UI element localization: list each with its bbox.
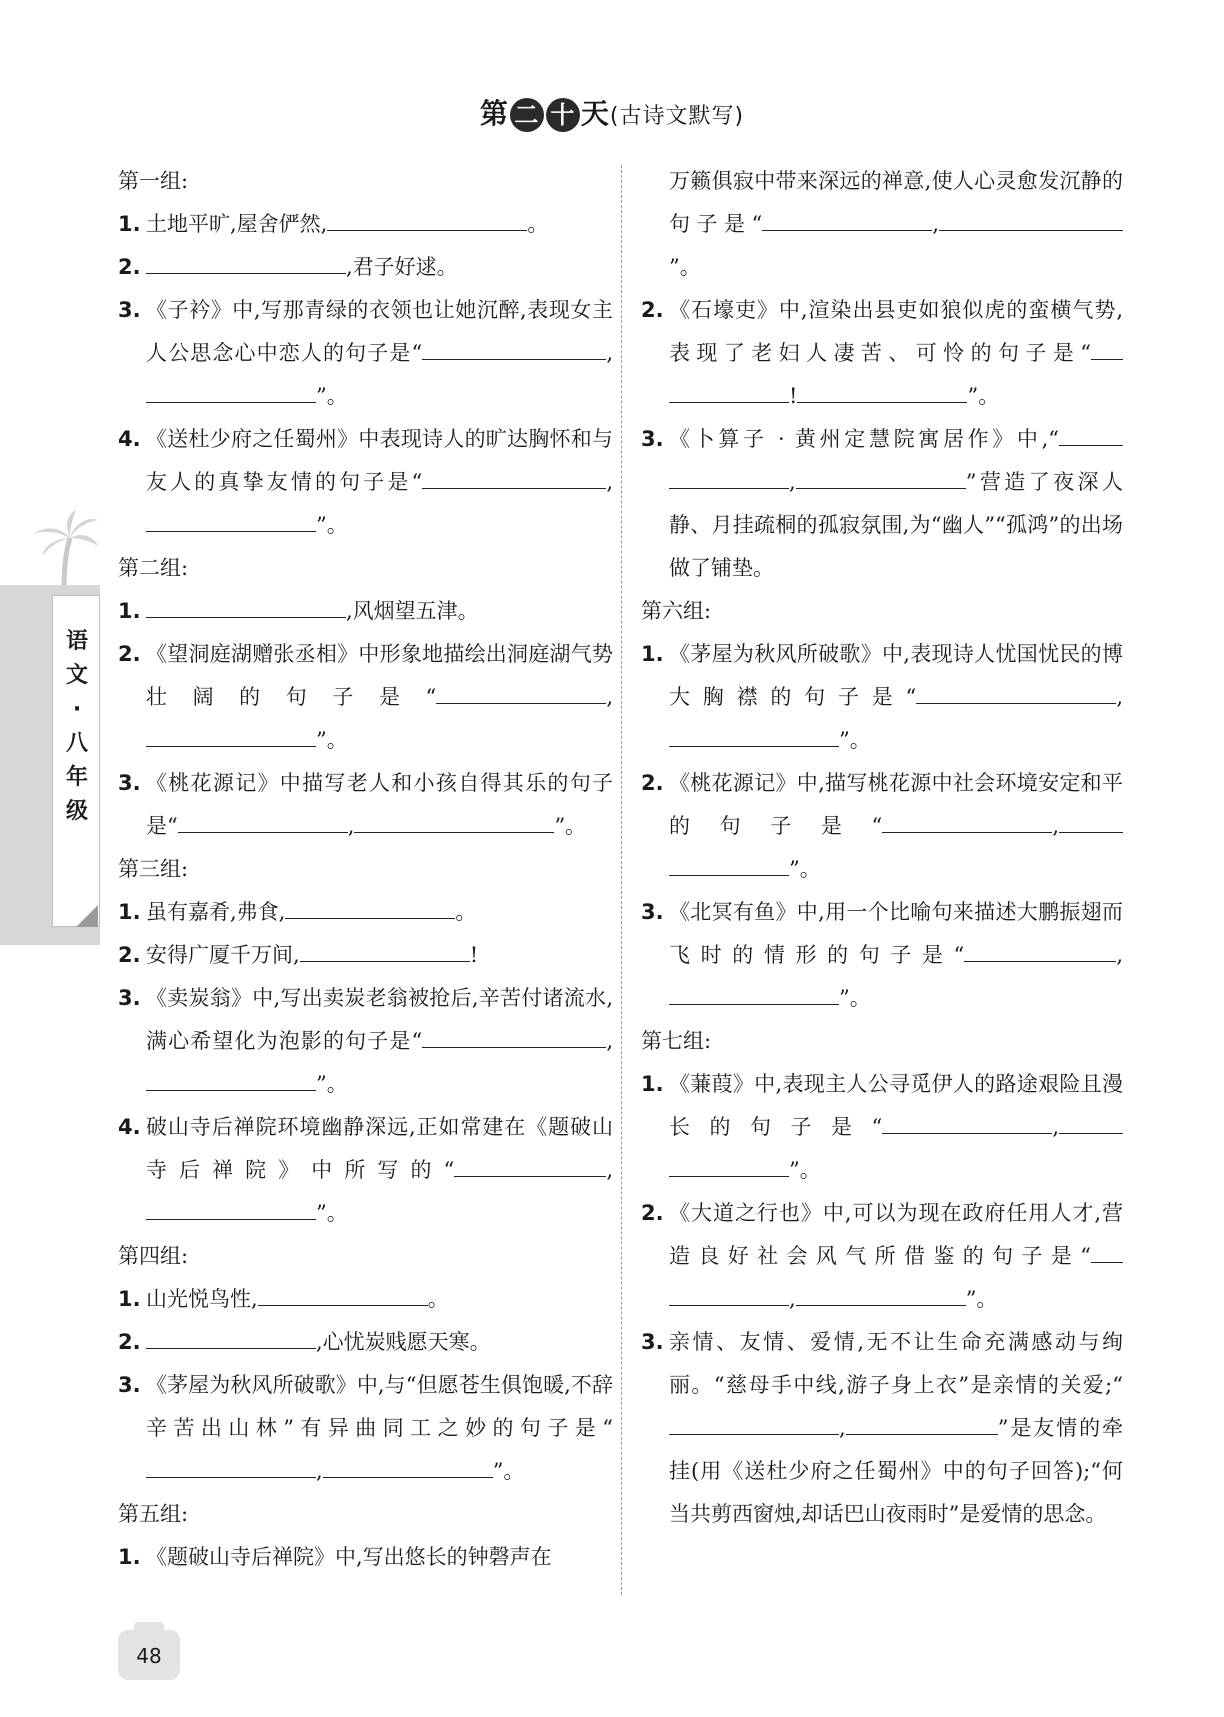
answer-blank[interactable]	[669, 1283, 789, 1306]
question-number: 4.	[118, 1115, 141, 1139]
answer-blank[interactable]	[178, 810, 348, 833]
group-heading: 第一组:	[118, 169, 189, 193]
column-divider	[621, 165, 622, 1595]
group-5-continued	[641, 160, 1123, 590]
question	[641, 891, 1123, 1020]
question-number: 3.	[118, 298, 141, 322]
question-text: ,	[316, 1459, 323, 1483]
question-text: 《桃花源记》中描写老人和小孩自得其乐的句子是“	[146, 771, 613, 838]
question-text: 《茅屋为秋风所破歌》中,表现诗人忧国忧民的博大胸襟的句子是“	[669, 642, 1123, 709]
question-number: 3.	[641, 427, 664, 451]
question-text: ”。	[492, 1459, 525, 1483]
question-number: 3.	[641, 900, 664, 924]
question-text: 。	[427, 1287, 449, 1311]
question-text: ,	[839, 1416, 846, 1440]
group-heading: 第四组:	[118, 1244, 189, 1268]
group-heading: 第五组:	[118, 1502, 189, 1526]
answer-blank[interactable]	[285, 896, 455, 919]
question	[641, 1063, 1123, 1192]
question	[118, 1364, 613, 1493]
question-text: ”是友情的牵挂(用《送杜少府之任蜀州》中的句子回答);“何当共剪西窗烛,却话巴山夜雨时”是爱情的思念。	[669, 1416, 1123, 1526]
question-number: 1.	[118, 212, 141, 236]
question-number: 1.	[118, 1287, 141, 1311]
question-text: ,	[606, 1158, 613, 1182]
question-text: 《望洞庭湖赠张丞相》中形象地描绘出洞庭湖气势壮阔的句子是“	[146, 642, 613, 709]
question-continued	[641, 160, 1123, 289]
question	[118, 934, 613, 977]
question	[641, 1321, 1123, 1536]
question	[641, 633, 1123, 762]
question-text: 。	[455, 900, 477, 924]
answer-blank[interactable]	[146, 1455, 316, 1478]
answer-blank[interactable]	[797, 380, 967, 403]
answer-blank[interactable]	[146, 595, 346, 618]
question-number: 1.	[118, 599, 141, 623]
question-text: !	[789, 384, 798, 408]
question-text: ”。	[839, 728, 871, 752]
question-text: ”。	[554, 814, 587, 838]
question	[118, 590, 613, 633]
answer-blank[interactable]	[669, 853, 789, 876]
question	[641, 762, 1123, 891]
question-text: ”。	[316, 513, 348, 537]
title-suffix: 天	[580, 97, 610, 130]
answer-blank[interactable]	[300, 939, 470, 962]
question-text: ”。	[316, 384, 348, 408]
side-tab-char: 语	[65, 629, 88, 654]
question	[118, 1536, 613, 1579]
question	[118, 418, 613, 547]
question	[641, 289, 1123, 418]
question-number: 4.	[118, 427, 141, 451]
answer-blank[interactable]	[574, 1154, 606, 1177]
answer-blank[interactable]	[422, 1025, 486, 1048]
question-number: 1.	[118, 900, 141, 924]
group-1	[118, 160, 613, 547]
question	[118, 1106, 613, 1235]
question-text: ,	[606, 1029, 613, 1053]
question-text: !	[469, 943, 479, 967]
page-number	[118, 1630, 180, 1680]
question-text: 《子衿》中,写那青绿的衣领也让她沉醉,表现女主人公思念心中恋人的句子是“	[146, 298, 613, 365]
question-number: 2.	[118, 255, 141, 279]
question-text: ,	[1116, 685, 1123, 709]
group-3	[118, 848, 613, 1235]
group-6	[641, 590, 1123, 1020]
question-number: 1.	[118, 1545, 141, 1569]
page-number-tab	[134, 1622, 164, 1632]
left-column	[118, 160, 613, 1579]
question-text: 亲情、友情、爱情,无不让生命充满感动与绚丽。“慈母手中线,游子身上衣”是亲情的关爱;“	[669, 1330, 1123, 1397]
answer-blank[interactable]	[964, 939, 1084, 962]
side-tab-char: 年	[65, 765, 88, 790]
side-tab-char: 文	[65, 663, 88, 688]
question	[118, 246, 613, 289]
answer-blank[interactable]	[669, 1154, 789, 1177]
title-prefix: 第	[479, 97, 509, 130]
answer-blank[interactable]	[796, 1283, 966, 1306]
page-number-text: 48	[136, 1644, 162, 1668]
answer-blank[interactable]	[796, 466, 966, 489]
answer-blank[interactable]	[146, 1197, 316, 1220]
question-text: 山光悦鸟性,	[146, 1287, 258, 1311]
question-number: 1.	[641, 1072, 664, 1096]
question-text: ”。	[316, 1201, 348, 1225]
question-text: ,	[347, 814, 355, 838]
question-number: 3.	[118, 771, 141, 795]
side-tab-char: 八	[65, 731, 88, 756]
page-title	[0, 92, 1224, 132]
question-text: 《桃花源记》中,描写桃花源中社会环境安定和平的句子是“	[669, 771, 1123, 838]
question-text: ,风烟望五津。	[346, 599, 479, 623]
question-number: 2.	[641, 1201, 664, 1225]
question-text: ”。	[839, 986, 871, 1010]
answer-blank[interactable]	[146, 724, 316, 747]
answer-blank[interactable]	[1084, 939, 1116, 962]
group-4	[118, 1235, 613, 1493]
question-text: 《北冥有鱼》中,用一个比喻句来描述大鹏振翅而飞时的情形的句子是“	[669, 900, 1123, 967]
subject-side-tab	[0, 585, 100, 945]
right-column	[641, 160, 1123, 1536]
question-number: 2.	[641, 771, 664, 795]
question-text: 破山寺后禅院环境幽静深远,正如常建在《题破山寺后禅院》中所写的“	[146, 1115, 613, 1182]
question	[118, 203, 613, 246]
question-text: ,	[606, 685, 613, 709]
title-circle-1: 二	[510, 98, 544, 132]
title-circle-2: 十	[546, 98, 580, 132]
answer-blank[interactable]	[323, 1455, 493, 1478]
question-text: 。	[527, 212, 549, 236]
question-text: ,君子好逑。	[346, 255, 458, 279]
question-text: ,	[789, 470, 796, 494]
question	[641, 418, 1123, 590]
answer-blank[interactable]	[354, 810, 554, 833]
group-7	[641, 1020, 1123, 1536]
answer-blank[interactable]	[1059, 423, 1123, 446]
question	[118, 977, 613, 1106]
answer-blank[interactable]	[146, 251, 346, 274]
question	[118, 1321, 613, 1364]
palm-tree-icon	[30, 510, 100, 590]
answer-blank[interactable]	[486, 1025, 606, 1048]
question-text: ,	[1052, 814, 1059, 838]
answer-blank[interactable]	[882, 810, 1052, 833]
subject-grade-label	[62, 625, 92, 829]
question-text: ,	[1116, 943, 1123, 967]
page-fold-corner	[76, 905, 98, 927]
question-text: 安得广厦千万间,	[146, 943, 300, 967]
question-text: ”。	[965, 1287, 998, 1311]
question-text: 《大道之行也》中,可以为现在政府任用人才,营造良好社会风气所借鉴的句子是“	[669, 1201, 1123, 1268]
answer-blank[interactable]	[669, 466, 789, 489]
question	[118, 633, 613, 762]
question-number: 2.	[118, 642, 141, 666]
question-text: 土地平旷,屋舍俨然,	[146, 212, 328, 236]
question-text: ”。	[967, 384, 1000, 408]
answer-blank[interactable]	[1059, 810, 1123, 833]
group-heading: 第三组:	[118, 857, 189, 881]
side-tab-char: ·	[72, 697, 82, 722]
question-number: 3.	[118, 986, 141, 1010]
answer-blank[interactable]	[762, 208, 932, 231]
question-text: ,	[606, 470, 613, 494]
group-5	[118, 1493, 613, 1579]
question	[118, 891, 613, 934]
question	[118, 762, 613, 848]
question-text: 万籁俱寂中带来深远的禅意,使人心灵愈发沉静的句子是“	[669, 169, 1123, 236]
answer-blank[interactable]	[939, 208, 1003, 231]
question-number: 2.	[118, 943, 141, 967]
question-text: 《石壕吏》中,渲染出县吏如狼似虎的蛮横气势,表现了老妇人凄苦、可怜的句子是“	[669, 298, 1123, 365]
question-text: 《题破山寺后禅院》中,写出悠长的钟磬声在	[146, 1545, 552, 1569]
answer-blank[interactable]	[422, 337, 486, 360]
question	[118, 1278, 613, 1321]
question-text: 《送杜少府之任蜀州》中表现诗人的旷达胸怀和与友人的真挚友情的句子是“	[146, 427, 613, 494]
answer-blank[interactable]	[966, 1412, 998, 1435]
group-heading: 第二组:	[118, 556, 189, 580]
answer-blank[interactable]	[146, 1068, 316, 1091]
question-text: ,	[932, 212, 939, 236]
answer-blank[interactable]	[146, 1326, 316, 1349]
answer-blank[interactable]	[454, 1154, 574, 1177]
question-text: 《卜算子 · 黄州定慧院寓居作》中,“	[669, 427, 1059, 451]
side-tab-char: 级	[65, 799, 88, 824]
question-text: ,	[606, 341, 613, 365]
group-2	[118, 547, 613, 848]
question-text: 虽有嘉肴,弗食,	[146, 900, 286, 924]
answer-blank[interactable]	[486, 337, 606, 360]
question-text: ”。	[789, 1158, 821, 1182]
question-text: 《茅屋为秋风所破歌》中,与“但愿苍生俱饱暖,不辞辛苦出山林”有异曲同工之妙的句子是“	[146, 1373, 613, 1440]
answer-blank[interactable]	[146, 380, 316, 403]
question-text: 《蒹葭》中,表现主人公寻觅伊人的路途艰险且漫长的句子是“	[669, 1072, 1123, 1139]
question-number: 1.	[641, 642, 664, 666]
answer-blank[interactable]	[846, 1412, 966, 1435]
question	[118, 289, 613, 418]
question-text: ,心忧炭贱愿天寒。	[316, 1330, 491, 1354]
answer-blank[interactable]	[669, 982, 839, 1005]
question-text: ”。	[316, 728, 348, 752]
question-text: 《卖炭翁》中,写出卖炭老翁被抢后,辛苦付诸流水,满心希望化为泡影的句子是“	[146, 986, 613, 1053]
answer-blank[interactable]	[916, 681, 1116, 704]
question-text: ”。	[316, 1072, 348, 1096]
answer-blank[interactable]	[882, 1111, 1052, 1134]
question-text: ,	[1052, 1115, 1059, 1139]
title-subtitle: (古诗文默写)	[609, 104, 745, 129]
answer-blank[interactable]	[669, 1412, 839, 1435]
question-text: ”。	[669, 255, 701, 279]
group-heading: 第六组:	[641, 599, 712, 623]
question-number: 3.	[118, 1373, 141, 1397]
question-number: 2.	[641, 298, 664, 322]
answer-blank[interactable]	[669, 724, 839, 747]
question-text: ”。	[789, 857, 821, 881]
question	[641, 1192, 1123, 1321]
answer-blank[interactable]	[486, 466, 606, 489]
answer-blank[interactable]	[1091, 1240, 1123, 1263]
answer-blank[interactable]	[146, 509, 316, 532]
question-number: 2.	[118, 1330, 141, 1354]
answer-blank[interactable]	[258, 1283, 428, 1306]
answer-blank[interactable]	[436, 681, 606, 704]
answer-blank[interactable]	[422, 466, 486, 489]
answer-blank[interactable]	[327, 208, 527, 231]
answer-blank[interactable]	[1091, 337, 1123, 360]
question-number: 3.	[641, 1330, 664, 1354]
answer-blank[interactable]	[1003, 208, 1123, 231]
group-heading: 第七组:	[641, 1029, 712, 1053]
answer-blank[interactable]	[669, 380, 789, 403]
question-text: ”营造了夜深人静、月挂疏桐的孤寂氛围,为“幽人”“孤鸿”的出场做了铺垫。	[669, 470, 1123, 580]
answer-blank[interactable]	[1059, 1111, 1123, 1134]
question-text: ,	[789, 1287, 796, 1311]
